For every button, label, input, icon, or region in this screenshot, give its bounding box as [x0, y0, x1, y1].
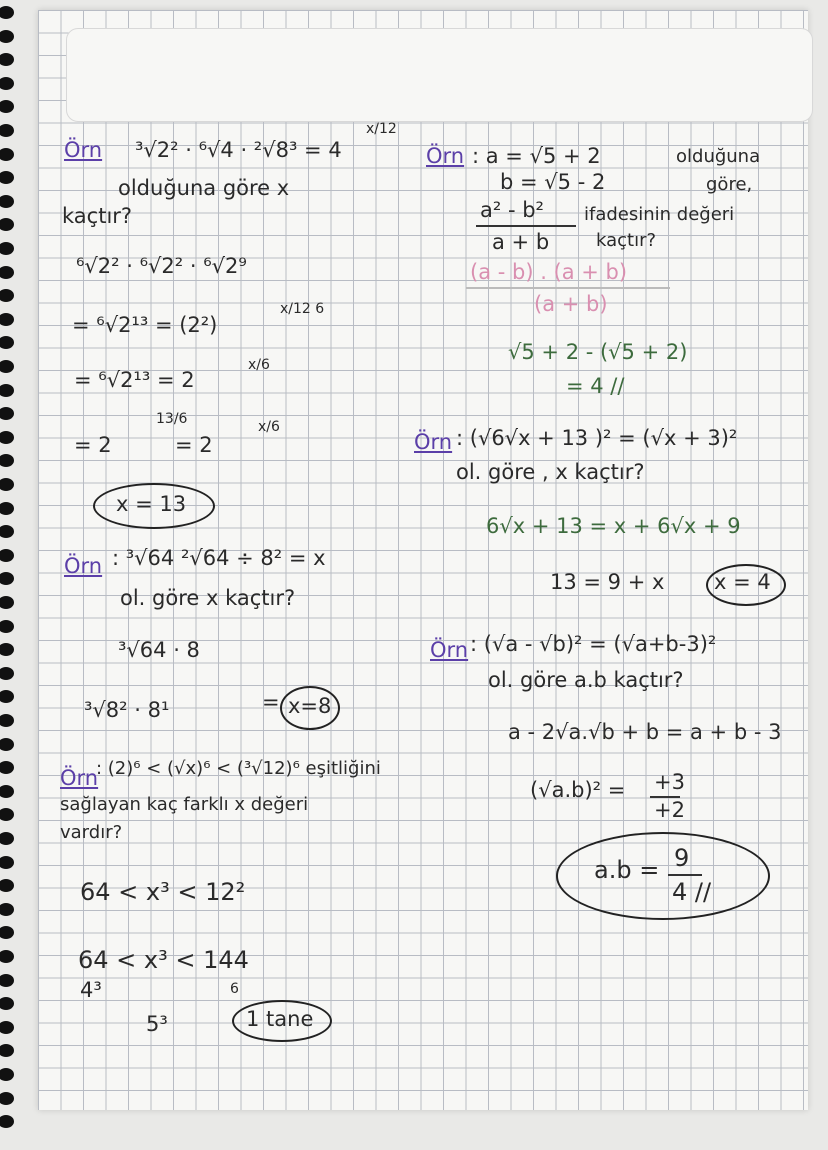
binder-hole — [0, 572, 14, 585]
left-ex3-step3a: 4³ — [80, 978, 102, 1002]
left-ex3-expr: : (2)⁶ < (√x)⁶ < (³√12)⁶ eşitliğini — [96, 758, 381, 779]
binder-holes — [0, 0, 20, 1150]
left-ex3-answer: 1 tane — [246, 1007, 314, 1031]
binder-hole — [0, 832, 14, 845]
binder-hole — [0, 950, 14, 963]
binder-hole — [0, 879, 14, 892]
binder-hole — [0, 77, 14, 90]
right-ex3-step2-num: +3 — [654, 770, 685, 794]
binder-hole — [0, 6, 14, 19]
binder-hole — [0, 289, 14, 302]
binder-hole — [0, 785, 14, 798]
binder-hole — [0, 1092, 14, 1105]
right-ex3-label: Örn — [430, 638, 469, 662]
left-ex1-step4: = 2 — [74, 433, 112, 457]
binder-hole — [0, 761, 14, 774]
left-ex3-step3c: 6 — [230, 981, 239, 997]
left-ex3-line3: vardır? — [60, 822, 123, 843]
left-ex1-cond: olduğuna göre x — [118, 176, 290, 200]
left-ex3-step1: 64 < x³ < 12² — [80, 878, 246, 906]
right-ex3-answer-den: 4 // — [672, 878, 712, 906]
left-ex2-step2-eq: = — [262, 690, 280, 714]
binder-hole — [0, 100, 14, 113]
left-ex1-step4-mid: = 2 — [175, 433, 213, 457]
left-ex2-answer: x=8 — [288, 694, 332, 718]
right-ex3-answer-bar — [668, 874, 702, 876]
right-ex1-b-tail: göre, — [706, 174, 753, 195]
left-ex2-expr: : ³√64 ²√64 ÷ 8² = x — [112, 546, 326, 570]
binder-hole — [0, 431, 14, 444]
right-ex2-answer: x = 4 — [714, 570, 771, 594]
left-ex1-step3-exp: x/6 — [248, 357, 270, 373]
binder-hole — [0, 690, 14, 703]
left-ex1-step4-exp1: 13/6 — [156, 411, 188, 427]
binder-hole — [0, 454, 14, 467]
right-ex1-ask: kaçtır? — [596, 230, 657, 251]
binder-hole — [0, 384, 14, 397]
binder-hole — [0, 997, 14, 1010]
left-ex1-label: Örn — [64, 138, 103, 162]
right-ex1-b: b = √5 - 2 — [500, 170, 606, 194]
right-ex1-step-bar — [466, 287, 670, 289]
right-ex2-label: Örn — [414, 430, 453, 454]
right-ex1-frac-text: ifadesinin değeri — [584, 204, 735, 225]
binder-hole — [0, 53, 14, 66]
binder-hole — [0, 242, 14, 255]
binder-hole — [0, 596, 14, 609]
right-ex1-label: Örn — [426, 144, 465, 168]
binder-hole — [0, 1021, 14, 1034]
binder-hole — [0, 478, 14, 491]
binder-hole — [0, 336, 14, 349]
binder-hole — [0, 620, 14, 633]
binder-hole — [0, 1115, 14, 1128]
left-ex2-label: Örn — [64, 554, 103, 578]
right-ex3-step2-den: +2 — [654, 798, 685, 822]
binder-hole — [0, 195, 14, 208]
header-strip — [66, 28, 813, 122]
right-ex1-step-den: (a + b) — [534, 292, 608, 316]
binder-hole — [0, 407, 14, 420]
left-ex1-answer: x = 13 — [116, 492, 187, 516]
binder-hole — [0, 502, 14, 515]
binder-hole — [0, 360, 14, 373]
binder-hole — [0, 903, 14, 916]
binder-hole — [0, 738, 14, 751]
right-ex1-a: : a = √5 + 2 — [472, 144, 601, 168]
right-ex3-step2: (√a.b)² = — [530, 778, 626, 802]
right-ex3-answer-num: 9 — [674, 844, 690, 872]
binder-hole — [0, 124, 14, 137]
left-ex1-ask: kaçtır? — [62, 204, 133, 228]
binder-hole — [0, 313, 14, 326]
binder-hole — [0, 667, 14, 680]
binder-hole — [0, 1068, 14, 1081]
right-ex2-expr: : (√6√x + 13 )² = (√x + 3)² — [456, 426, 738, 450]
left-ex1-step2-exp: x/12 6 — [280, 301, 325, 317]
binder-hole — [0, 856, 14, 869]
left-ex2-cond: ol. göre x kaçtır? — [120, 586, 296, 610]
binder-hole — [0, 148, 14, 161]
left-ex1-expr: ³√2² · ⁶√4 · ²√8³ = 4 — [135, 138, 342, 162]
right-ex3-step1: a - 2√a.√b + b = a + b - 3 — [508, 720, 782, 744]
right-ex1-step2: √5 + 2 - (√5 + 2) — [508, 340, 688, 364]
left-ex1-step1: ⁶√2² · ⁶√2² · ⁶√2⁹ — [76, 254, 247, 278]
left-ex1-step4-exp2: x/6 — [258, 419, 280, 435]
left-ex1-step3: = ⁶√2¹³ = 2 — [74, 368, 195, 392]
binder-hole — [0, 926, 14, 939]
binder-hole — [0, 1044, 14, 1057]
left-ex1-exp: x/12 — [366, 121, 397, 137]
right-ex1-frac-den: a + b — [492, 230, 550, 254]
left-ex3-step2: 64 < x³ < 144 — [78, 946, 249, 974]
binder-hole — [0, 808, 14, 821]
binder-hole — [0, 171, 14, 184]
right-ex3-answer-left: a.b = — [594, 856, 660, 884]
left-ex3-label: Örn — [60, 766, 99, 790]
binder-hole — [0, 30, 14, 43]
right-ex3-answer-oval — [556, 832, 770, 920]
left-ex3-line2: sağlayan kaç farklı x değeri — [60, 794, 309, 815]
binder-hole — [0, 974, 14, 987]
right-ex2-step2: 13 = 9 + x — [550, 570, 665, 594]
right-ex3-cond: ol. göre a.b kaçtır? — [488, 668, 684, 692]
right-ex1-step-num: (a - b) . (a + b) — [470, 260, 628, 284]
right-ex1-frac-bar — [476, 225, 576, 227]
left-ex2-step1: ³√64 · 8 — [118, 638, 200, 662]
right-ex1-a-tail: olduğuna — [676, 146, 761, 167]
right-ex2-cond: ol. göre , x kaçtır? — [456, 460, 645, 484]
right-ex1-step3: = 4 // — [566, 374, 625, 398]
binder-hole — [0, 714, 14, 727]
right-ex1-frac-num: a² - b² — [480, 198, 544, 222]
binder-hole — [0, 266, 14, 279]
right-ex3-expr: : (√a - √b)² = (√a+b-3)² — [470, 632, 717, 656]
binder-hole — [0, 525, 14, 538]
left-ex1-step2: = ⁶√2¹³ = (2²) — [72, 313, 218, 337]
right-ex2-step1: 6√x + 13 = x + 6√x + 9 — [486, 514, 741, 538]
left-ex3-step3b: 5³ — [146, 1012, 168, 1036]
binder-hole — [0, 218, 14, 231]
left-ex2-step2: ³√8² · 8¹ — [84, 698, 170, 722]
binder-hole — [0, 549, 14, 562]
binder-hole — [0, 643, 14, 656]
